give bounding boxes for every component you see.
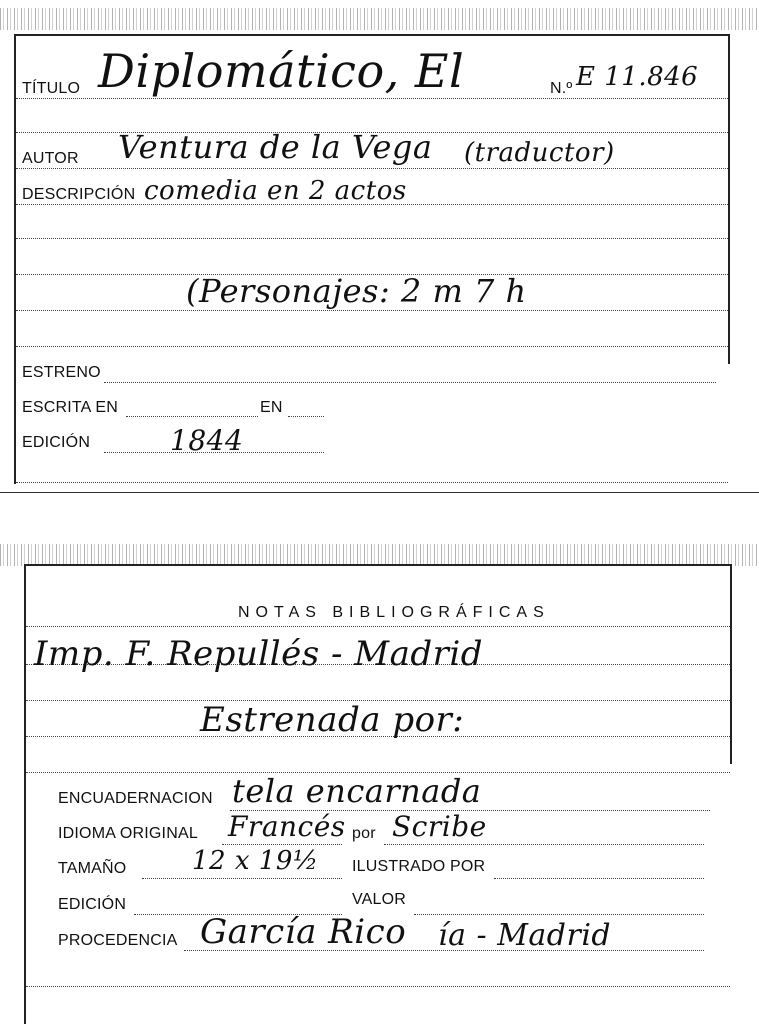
- autor-role: (traductor): [464, 138, 615, 168]
- edicion-label: EDICIÓN: [58, 896, 127, 913]
- rule: [16, 168, 728, 169]
- rule: [26, 626, 730, 627]
- valor-label: VALOR: [352, 891, 407, 908]
- card-frame-left: [24, 564, 26, 1024]
- personajes-value: (Personajes: 2 m 7 h: [186, 272, 527, 310]
- rule: [26, 986, 730, 987]
- card-frame-left: [14, 34, 16, 484]
- descripcion-label: DESCRIPCIÓN: [22, 186, 136, 203]
- ilustrado-label: ILUSTRADO POR: [352, 858, 486, 875]
- card-separator: [0, 492, 759, 493]
- nota-line-1: Imp. F. Repullés - Madrid: [34, 634, 484, 674]
- autor-label: AUTOR: [22, 150, 79, 167]
- idioma-label: IDIOMA ORIGINAL: [58, 825, 198, 842]
- procedencia-value: García Rico: [200, 912, 407, 952]
- rule: [142, 878, 342, 879]
- numero-value: E 11.846: [576, 62, 699, 92]
- rule: [414, 914, 704, 915]
- scan-noise-top: [0, 544, 759, 566]
- titulo-label: TÍTULO: [22, 80, 81, 97]
- nota-line-2: Estrenada por:: [200, 700, 465, 740]
- edicion-label: EDICIÓN: [22, 434, 91, 451]
- rule: [126, 416, 258, 417]
- autor-value: Ventura de la Vega: [118, 128, 433, 166]
- rule: [16, 482, 728, 483]
- encuadernacion-value: tela encarnada: [232, 772, 482, 810]
- encuadernacion-label: ENCUADERNACION: [58, 790, 213, 807]
- en-label: EN: [260, 399, 283, 416]
- por-value: Scribe: [392, 810, 487, 843]
- tamano-label: TAMAÑO: [58, 860, 127, 877]
- card-frame-right: [728, 34, 730, 364]
- tamano-value: 12 x 19½: [192, 846, 319, 876]
- por-label: por: [352, 825, 376, 842]
- numero-label: N.º: [550, 80, 573, 97]
- rule: [16, 238, 728, 239]
- procedencia-value-2: ía - Madrid: [438, 918, 612, 953]
- idioma-value: Francés: [228, 810, 346, 843]
- rule: [288, 416, 324, 417]
- edicion-value: 1844: [170, 424, 244, 457]
- escrita-en-label: ESCRITA EN: [22, 399, 118, 416]
- titulo-value: Diplomático, El: [98, 44, 465, 98]
- scan-noise-top: [0, 8, 759, 30]
- catalog-card-front: [0, 0, 759, 486]
- rule: [222, 844, 342, 845]
- rule: [494, 878, 704, 879]
- card-frame-top: [14, 34, 728, 36]
- rule: [16, 310, 728, 311]
- procedencia-label: PROCEDENCIA: [58, 932, 178, 949]
- notas-heading: NOTAS BIBLIOGRÁFICAS: [238, 604, 550, 621]
- card-frame-top: [24, 564, 732, 566]
- catalog-card-back: [0, 540, 759, 1028]
- rule: [16, 98, 728, 99]
- card-frame-right: [730, 564, 732, 764]
- descripcion-value: comedia en 2 actos: [144, 176, 407, 206]
- rule: [384, 844, 704, 845]
- rule: [16, 346, 728, 347]
- rule: [104, 382, 716, 383]
- estreno-label: ESTRENO: [22, 364, 101, 381]
